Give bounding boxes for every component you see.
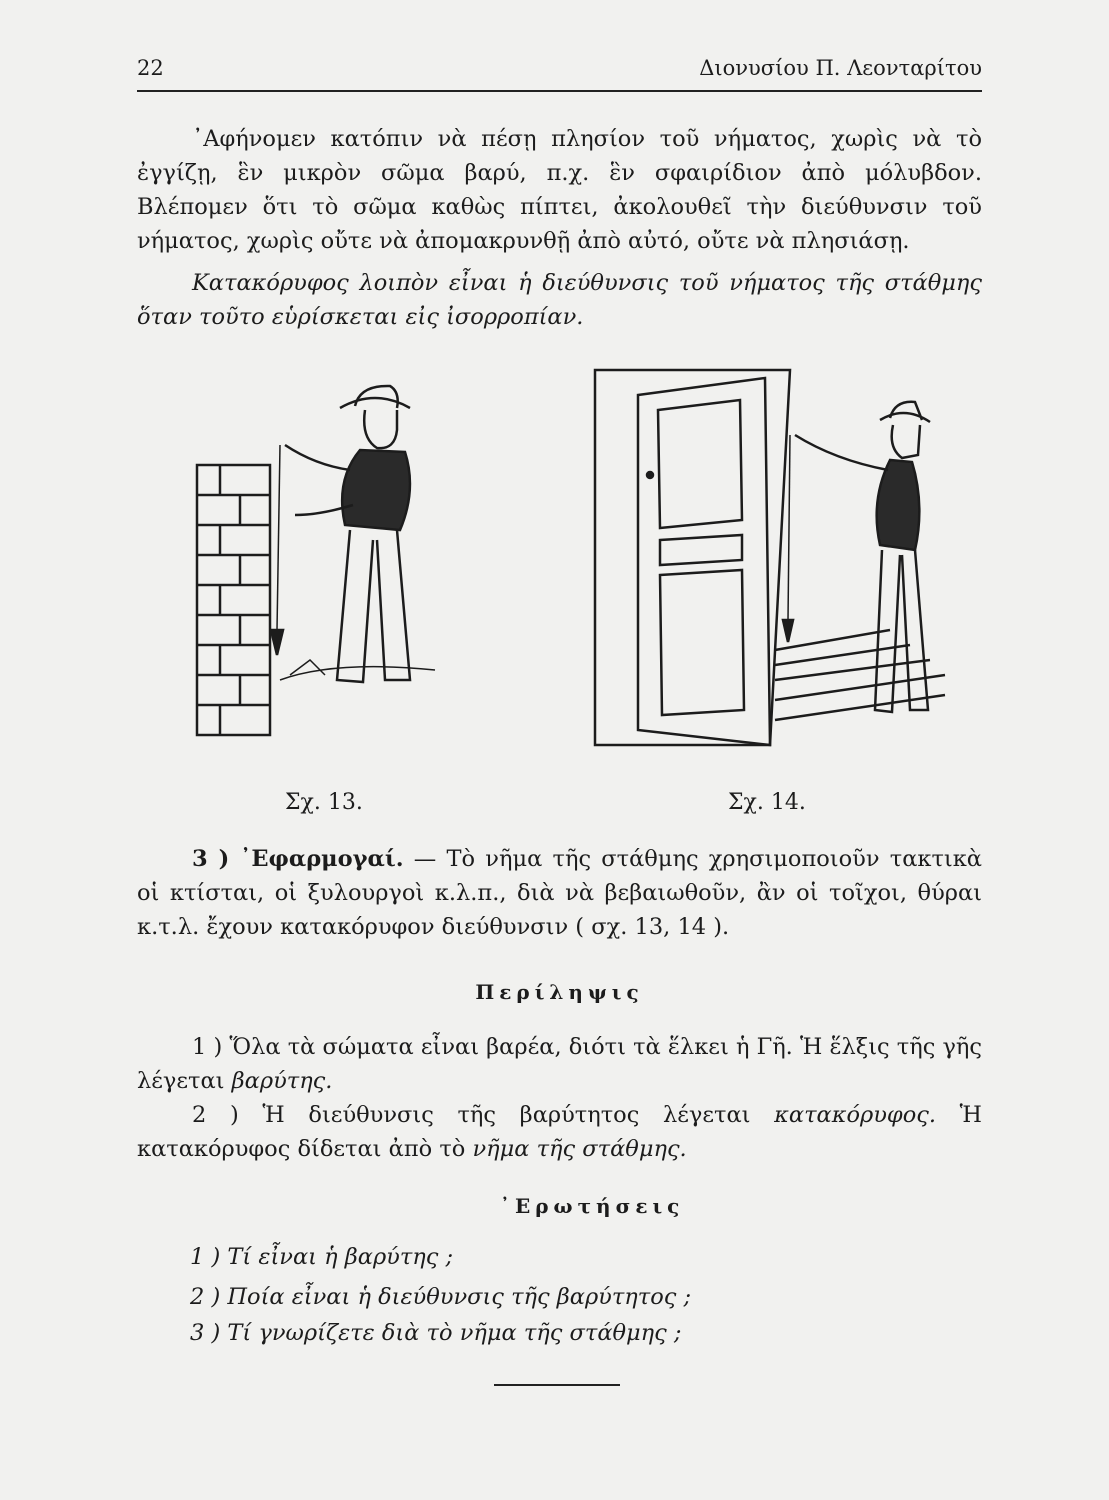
summary-item-2-term2: νῆμα τῆς στάθμης.	[472, 1136, 687, 1162]
definition-paragraph	[137, 266, 982, 334]
figure-13-caption: Σχ. 13.	[285, 790, 363, 815]
summary-item-2-term: κατακόρυφος.	[774, 1102, 936, 1128]
figure-13-mason-illustration	[185, 380, 445, 740]
summary-item-1-text: 1 ) Ὅλα τὰ σώματα εἶναι βαρέα, διότι τὰ ἕλκει ἡ Γῆ. Ἡ ἕλξις τῆς γῆς λέγεται	[137, 1034, 982, 1094]
page-number: 22	[137, 56, 164, 80]
question-3: 3 ) Τί γνωρίζετε διὰ τὸ νῆμα τῆς στάθμης ;	[190, 1320, 682, 1346]
applications-label: 3 ) ᾿Εφαρμογαί.	[192, 846, 404, 872]
applications-paragraph	[137, 842, 982, 944]
questions-heading: ᾿Ερωτήσεις	[500, 1194, 685, 1218]
summary-item-2-text: 2 ) Ἡ διεύθυνσις τῆς βαρύτητος λέγεται	[192, 1102, 775, 1128]
applications-text: — Τὸ νῆμα τῆς στάθμης χρησιμοποιοῦν τακτικὰ οἱ κτίσται, οἱ ξυλουργοὶ κ.λ.π., διὰ νὰ βεβαιωθοῦν, ἂν οἱ τοῖχοι, θύραι κ.τ.λ. ἔχουν κατακόρυφον διεύθυνσιν ( σχ. 13, 14 ).	[137, 846, 982, 940]
summary-item-1	[137, 1030, 982, 1098]
figure-14-caption: Σχ. 14.	[728, 790, 806, 815]
running-title: Διονυσίου Π. Λεονταρίτου	[699, 56, 982, 80]
question-2: 2 ) Ποία εἶναι ἡ διεύθυνσις τῆς βαρύτητος ;	[190, 1284, 692, 1310]
intro-paragraph	[137, 122, 982, 258]
header-rule	[137, 90, 982, 92]
figure-14-door-illustration	[590, 360, 950, 750]
summary-item-2-text2: Ἡ κατακόρυφος δίδεται ἀπὸ τὸ	[137, 1102, 982, 1162]
question-1: 1 ) Τί εἶναι ἡ βαρύτης ;	[190, 1244, 454, 1270]
summary-heading: Περίληψις	[475, 980, 644, 1004]
summary-item-2	[137, 1098, 982, 1166]
end-rule	[494, 1384, 620, 1386]
definition-text: Κατακόρυφος λοιπὸν εἶναι ἡ διεύθυνσις τοῦ νήματος τῆς στάθμης ὅταν τοῦτο εὑρίσκεται εἰς ἰσορροπίαν.	[137, 270, 982, 330]
intro-text: ᾿Αφήνομεν κατόπιν νὰ πέσῃ πλησίον τοῦ νήματος, χωρὶς νὰ τὸ ἐγγίζῃ, ἓν μικρὸν σῶμα βαρύ, π.χ. ἓν σφαιρίδιον ἀπὸ μόλυβδον. Βλέπομεν ὅτι τὸ σῶμα καθὼς πίπτει, ἀκολουθεῖ τὴν διεύθυνσιν τοῦ νήματος, χωρὶς οὔτε νὰ ἀπομακρυνθῇ ἀπὸ αὐτό, οὔτε νὰ πλησιάσῃ.	[137, 126, 982, 254]
page-header	[137, 56, 982, 80]
summary-item-1-term: βαρύτης.	[231, 1068, 333, 1094]
